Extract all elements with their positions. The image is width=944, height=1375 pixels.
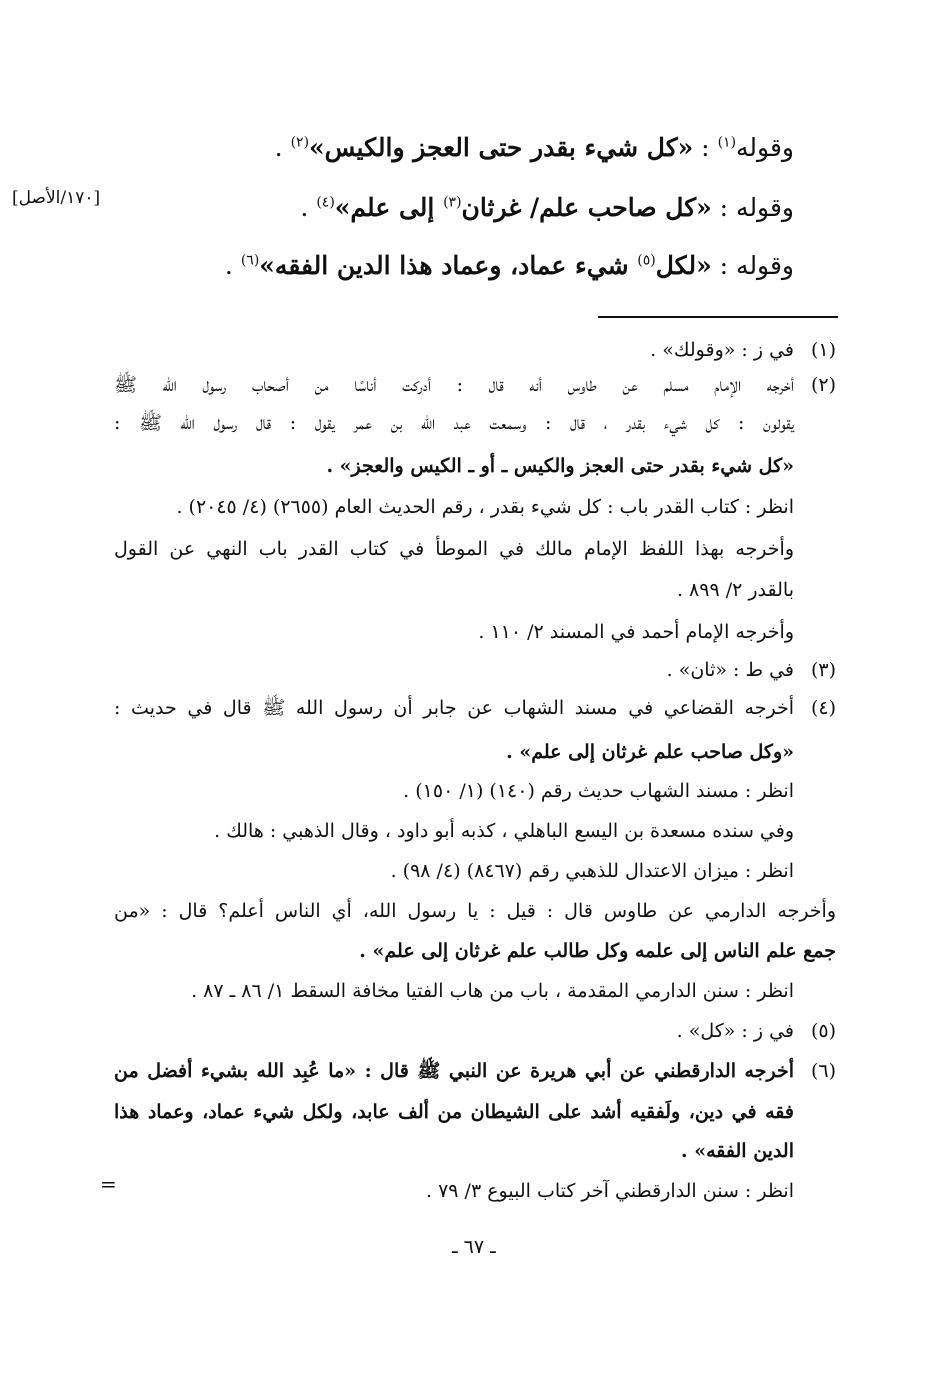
main-text: :: [693, 133, 718, 162]
main-text: وقوله :: [711, 251, 794, 280]
footnote-ref[interactable]: (٣): [443, 194, 462, 211]
footnote-ref[interactable]: (٦): [240, 252, 260, 269]
hadith-quote: شيء عماد، وعماد هذا الدين الفقه»: [259, 251, 638, 280]
footnote-ref[interactable]: (٥): [637, 252, 656, 269]
hadith-quote: «لكل: [655, 251, 712, 280]
main-text: .: [274, 133, 291, 162]
hadith-quote: «كل صاحب علم/ غرثان: [461, 193, 712, 222]
footnote-number: (١): [810, 339, 836, 361]
main-text: .: [300, 193, 317, 222]
footnote-number: (٦): [810, 1060, 836, 1082]
main-text: وقوله: [736, 133, 794, 162]
footnote-text: أخرجه القضاعي في مسند الشهاب عن جابر أن رسول الله ﷺ قال في حديث :: [114, 697, 794, 719]
footnote-text: بالقدر ٢/ ٨٩٩ .: [676, 579, 794, 601]
hadith-quote: الدين الفقه» .: [681, 1140, 794, 1162]
footnote-text: وأخرجه الإمام أحمد في المسند ٢/ ١١٠ .: [478, 621, 794, 643]
footnote-text: انظر : ميزان الاعتدال للذهبي رقم (٨٤٦٧) (٤/ ٩٨) .: [390, 860, 794, 882]
footnote-2: [0, 370, 944, 400]
footnote-text: في ط : «ثان» .: [666, 659, 794, 681]
main-line-2: [154, 188, 794, 228]
footnote-ref[interactable]: (٤): [316, 194, 335, 211]
footnote-ref[interactable]: (١): [717, 134, 737, 151]
footnote-number: (٢): [810, 374, 836, 396]
page-number: ـ ٦٧ ـ: [452, 1236, 496, 1258]
hadith-quote: «وكل صاحب علم غرثان إلى علم» .: [506, 741, 794, 763]
footnote-text: وأخرجه الدارمي عن طاوس قال : قيل : يا رسول الله، أي الناس أعلم؟ قال : «من: [114, 900, 836, 922]
manuscript-margin-note: [١٧٠/الأصل]: [12, 188, 101, 208]
hadith-quote: «كل شيء بقدر حتى العجز والكيس»: [309, 133, 694, 162]
hadith-quote: جمع علم الناس إلى علمه وكل طالب علم غرثان إلى علم» .: [359, 940, 836, 962]
footnote-text: في ز : «كل» .: [676, 1020, 794, 1042]
hadith-quote: «كل شيء بقدر حتى العجز والكيس ـ أو ـ الكيس والعجز» .: [326, 455, 794, 477]
continuation-mark: =: [100, 1172, 117, 1196]
footnote-separator: [598, 316, 838, 318]
footnote-text: انظر : سنن الدارمي المقدمة ، باب من هاب الفتيا مخافة السقط ١/ ٨٦ ـ ٨٧ .: [191, 980, 794, 1002]
footnote-text: وأخرجه بهذا اللفظ الإمام مالك في الموطأ في كتاب القدر باب النهي عن القول: [114, 538, 794, 560]
main-line-1: [154, 128, 794, 168]
main-line-3: [154, 246, 794, 286]
hadith-quote: أخرجه الدارقطني عن أبي هريرة عن النبي ﷺ قال : «ما عُبِد الله بشيء أفضل من: [114, 1060, 794, 1082]
footnote-1: [0, 335, 944, 365]
main-text: .: [224, 251, 241, 280]
main-text: وقوله :: [711, 193, 794, 222]
hadith-quote: إلى علم»: [334, 193, 444, 222]
footnote-number: (٥): [810, 1020, 836, 1042]
footnote-text: انظر : كتاب القدر باب : كل شيء بقدر ، رقم الحديث العام (٢٦٥٥) (٤/ ٢٠٤٥) .: [176, 496, 794, 518]
footnote-number: (٣): [810, 659, 836, 681]
footnote-text: انظر : مسند الشهاب حديث رقم (١٤٠) (١/ ١٥٠) .: [403, 780, 794, 802]
footnote-ref[interactable]: (٢): [290, 134, 310, 151]
hadith-quote: فقه في دين، ولَفقيه أشد على الشيطان من ألف عابد، ولكل شيء عماد، وعماد هذا: [114, 1101, 794, 1123]
footnote-number: (٤): [810, 697, 836, 719]
footnote-text: انظر : سنن الدارقطني آخر كتاب البيوع ٣/ ٧٩ .: [425, 1180, 794, 1202]
footnote-text: يقولون : كل شيء بقدر ، قال : وسمعت عبد الله بن عمر يقول : قال رسول الله ﷺ :: [114, 412, 794, 434]
footnote-text: أخرجه الإمام مسلم عن طاوس أنه قال : أدركت أناسًا من أصحاب رسول الله ﷺ: [114, 374, 794, 396]
footnote-text: وفي سنده مسعدة بن اليسع الباهلي ، كذبه أبو داود ، وقال الذهبي : هالك .: [214, 820, 794, 842]
footnote-text: في ز : «وقولك» .: [650, 339, 794, 361]
